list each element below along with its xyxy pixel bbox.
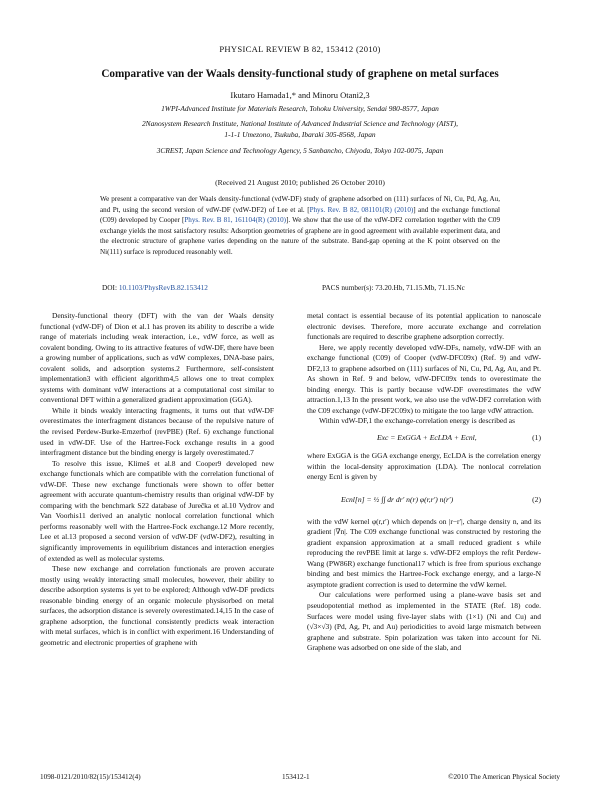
affiliation-1: 1WPI-Advanced Institute for Materials Research, Tohoku University, Sendai 980-8577, Japan: [161, 104, 439, 113]
paragraph: These new exchange and correlation functionals are proven accurate mostly using weakly interacting small molecules, however, their ability to describe adsorption systems is yet to be explored; Although vdW-DF predicts reasonable binding energy of an organic molecule physisorbed on metal surfaces, the adsorption distance is severely overestimated.14,15 In the case of graphene adsorption, the functional consistently predicts weak interaction with metal surfaces, which is in conflict with experiment.16 Understanding of geometric and electronic properties of graphene with: [40, 564, 274, 647]
pacs-numbers: PACS number(s): 73.20.Hb, 71.15.Mb, 71.15.Nc: [322, 283, 465, 292]
abstract-text-a: We present a comparative van der Waals density-functional (vdW-DF) study of graphene adsorbed on (111) surfaces of Ni, Cu, Pd, Ag, Au, and Pt, using the second version of vdW-DF (vdW-DF2) of Lee et al. [: [100, 195, 500, 214]
paragraph: with the vdW kernel φ(r,r′) which depends on |r−r′|, charge density n, and its gradient |∇n|. The C09 exchange functional was constructed by restoring the gradient expansion approximation at a small reduced gradient s while reproducing the revPBE limit at large s. vdW-DF2 employs the refit Perdew-Wang (PW86R) exchange functional17 which is free from spurious exchange binding and best mimics the Hartree-Fock exchange energy, and a large-N asymptote gradient correction is used to determine the vdW kernel.: [307, 516, 541, 589]
footer-copyright: ©2010 The American Physical Society: [448, 773, 560, 781]
paragraph: where ExGGA is the GGA exchange energy, EcLDA is the correlation energy within the local-density approximation (LDA). The nonlocal correlation energy Ecnl is given by: [307, 451, 541, 482]
abstract-text-c: ]. We show that the use of the vdW-DF2 correlation together with the C09 exchange yields the most satisfactory results: Adsorption geometries of graphene are in good agreement with available experiment data, and the electronic structure of graphene varies depending on the nature of the substrate. Band-gap opening at the K point observed on the Ni(111) surface is reproduced reasonably well.: [100, 216, 501, 256]
paragraph: While it binds weakly interacting fragments, it turns out that vdW-DF overestimates the interfragment distances because of the repulsive nature of the revised Perdew-Burke-Ernzerhof (revPBE) (Ref. 6) exchange functional used in vdW-DF. Use of the Hartree-Fock exchange results in a good interfragment distance but the binding energy is largely overestimated.7: [40, 405, 274, 458]
abstract: [100, 194, 500, 258]
equation-2: [307, 487, 541, 513]
affiliation-2-address: 1-1-1 Umezono, Tsukuba, Ibaraki 305-8568, Japan: [224, 130, 376, 139]
paragraph: Within vdW-DF,1 the exchange-correlation energy is described as: [319, 416, 515, 426]
equation-1-number: (1): [532, 433, 541, 443]
author-list: Ikutaro Hamada1,* and Minoru Otani2,3: [230, 90, 370, 100]
equation-2-number: (2): [532, 494, 541, 504]
doi-line: [102, 283, 208, 292]
paragraph: Our calculations were performed using a plane-wave basis set and pseudopotential method as implemented in the STATE (Ref. 18) code. Surfaces were model using five-layer slabs with (1×1) (Ni and Cu) and (√3×√3) (Pd, Ag, Pt, and Au) periodicities to avoid large mismatch between graphene and substrate. Spin polarization was taken into account for Ni. Graphene was adsorbed on one side of the slab, and: [307, 590, 541, 653]
paragraph: Here, we apply recently developed vdW-DFs, namely, vdW-DF with an exchange functional (C09) of Cooper (vdW-DFC09x) (Ref. 9) and vdW-DF2,13 to graphene adsorbed on (111) surfaces of Ni, Cu, Pd, Ag, Au, and Pt. As shown in Ref. 9 and below, vdW-DFC09x tends to overestimate the binding energy. This is partly because vdW-DF overestimates the vdW attraction.1,13 In the present work, we also use the vdW-DF2 correlation with the C09 exchange (vdW-DF2C09x) to mitigate the too large vdW attraction.: [307, 342, 541, 415]
doi-link[interactable]: 10.1103/PhysRevB.82.153412: [118, 283, 208, 292]
doi-label: DOI:: [102, 283, 119, 292]
paragraph: To resolve this issue, Klimeš et al.8 and Cooper9 developed new exchange functionals which are compatible with the correlation functional of vdW-DF. These new exchange functionals were shown to offer better agreement with accurate quantum-chemistry results than original vdW-DF by comparing with the benchmark S22 database of Jurečka et al.10 Vydrov and Van Voorhis11 derived an analytic nonlocal correlation functional which performs reasonably well with the Hartree-Fock exchange.12 More recently, Lee et al.13 proposed a second version of vdW-DF (vdW-DF2), resulting in significantly improvements in equilibrium distances and interaction energies of extended as well as molecular systems.: [40, 458, 274, 563]
received-dates: (Received 21 August 2010; published 26 October 2010): [215, 178, 385, 187]
paragraph: Density-functional theory (DFT) with the van der Waals density functional (vdW-DF) of Dion et al.1 has proven its ability to describe a wide range of materials including weak interaction, i.e., vdW force, as well as covalent bonding. Owing to its attractive features of vdW-DF, there have been a growing number of applications, such as vdW complexes, DNA-base pairs, covalent solids, and adsorption systems.2 Furthermore, self-consistent implementation3 with efficient algorithm4,5 allows one to treat complex systems with dominant vdW interactions at a computational cost similar to conventional DFT within a generalized gradient approximation (GGA).: [40, 311, 274, 405]
article-title: Comparative van der Waals density-functional study of graphene on metal surfaces: [101, 68, 499, 80]
reference-link-lee[interactable]: Phys. Rev. B 82, 081101(R) (2010): [309, 205, 414, 214]
equation-1: [307, 431, 541, 447]
paragraph: metal contact is essential because of its potential application to nanoscale electronic devises. Therefore, more accurate exchange and correlation functionals are required to describe graphene adsorption correctly.: [307, 311, 541, 342]
left-column: [40, 311, 274, 649]
affiliation-2: 2Nanosystem Research Institute, National Institute of Advanced Industrial Science and Technology (AIST),: [141, 119, 459, 128]
affiliation-3: 3CREST, Japan Science and Technology Agency, 5 Sanbancho, Chiyoda, Tokyo 102-0075, Japan: [156, 146, 444, 155]
reference-link-cooper[interactable]: Phys. Rev. B 81, 161104(R) (2010): [184, 216, 287, 225]
equation-1-expression: Exc = ExGGA + EcLDA + Ecnl,: [377, 433, 477, 443]
abstract-text-b: ] and the exchange functional (C09) developed by Cooper [: [100, 205, 501, 225]
equation-2-expression: Ecnl[n] = ½ ∫∫ dr dr′ n(r) φ(r,r′) n(r′): [341, 494, 454, 504]
right-column: [307, 311, 541, 654]
journal-header: PHYSICAL REVIEW B 82, 153412 (2010): [219, 44, 381, 54]
footer-page-number: 153412-1: [282, 773, 310, 781]
footer-issn: 1098-0121/2010/82(15)/153412(4): [40, 773, 141, 781]
